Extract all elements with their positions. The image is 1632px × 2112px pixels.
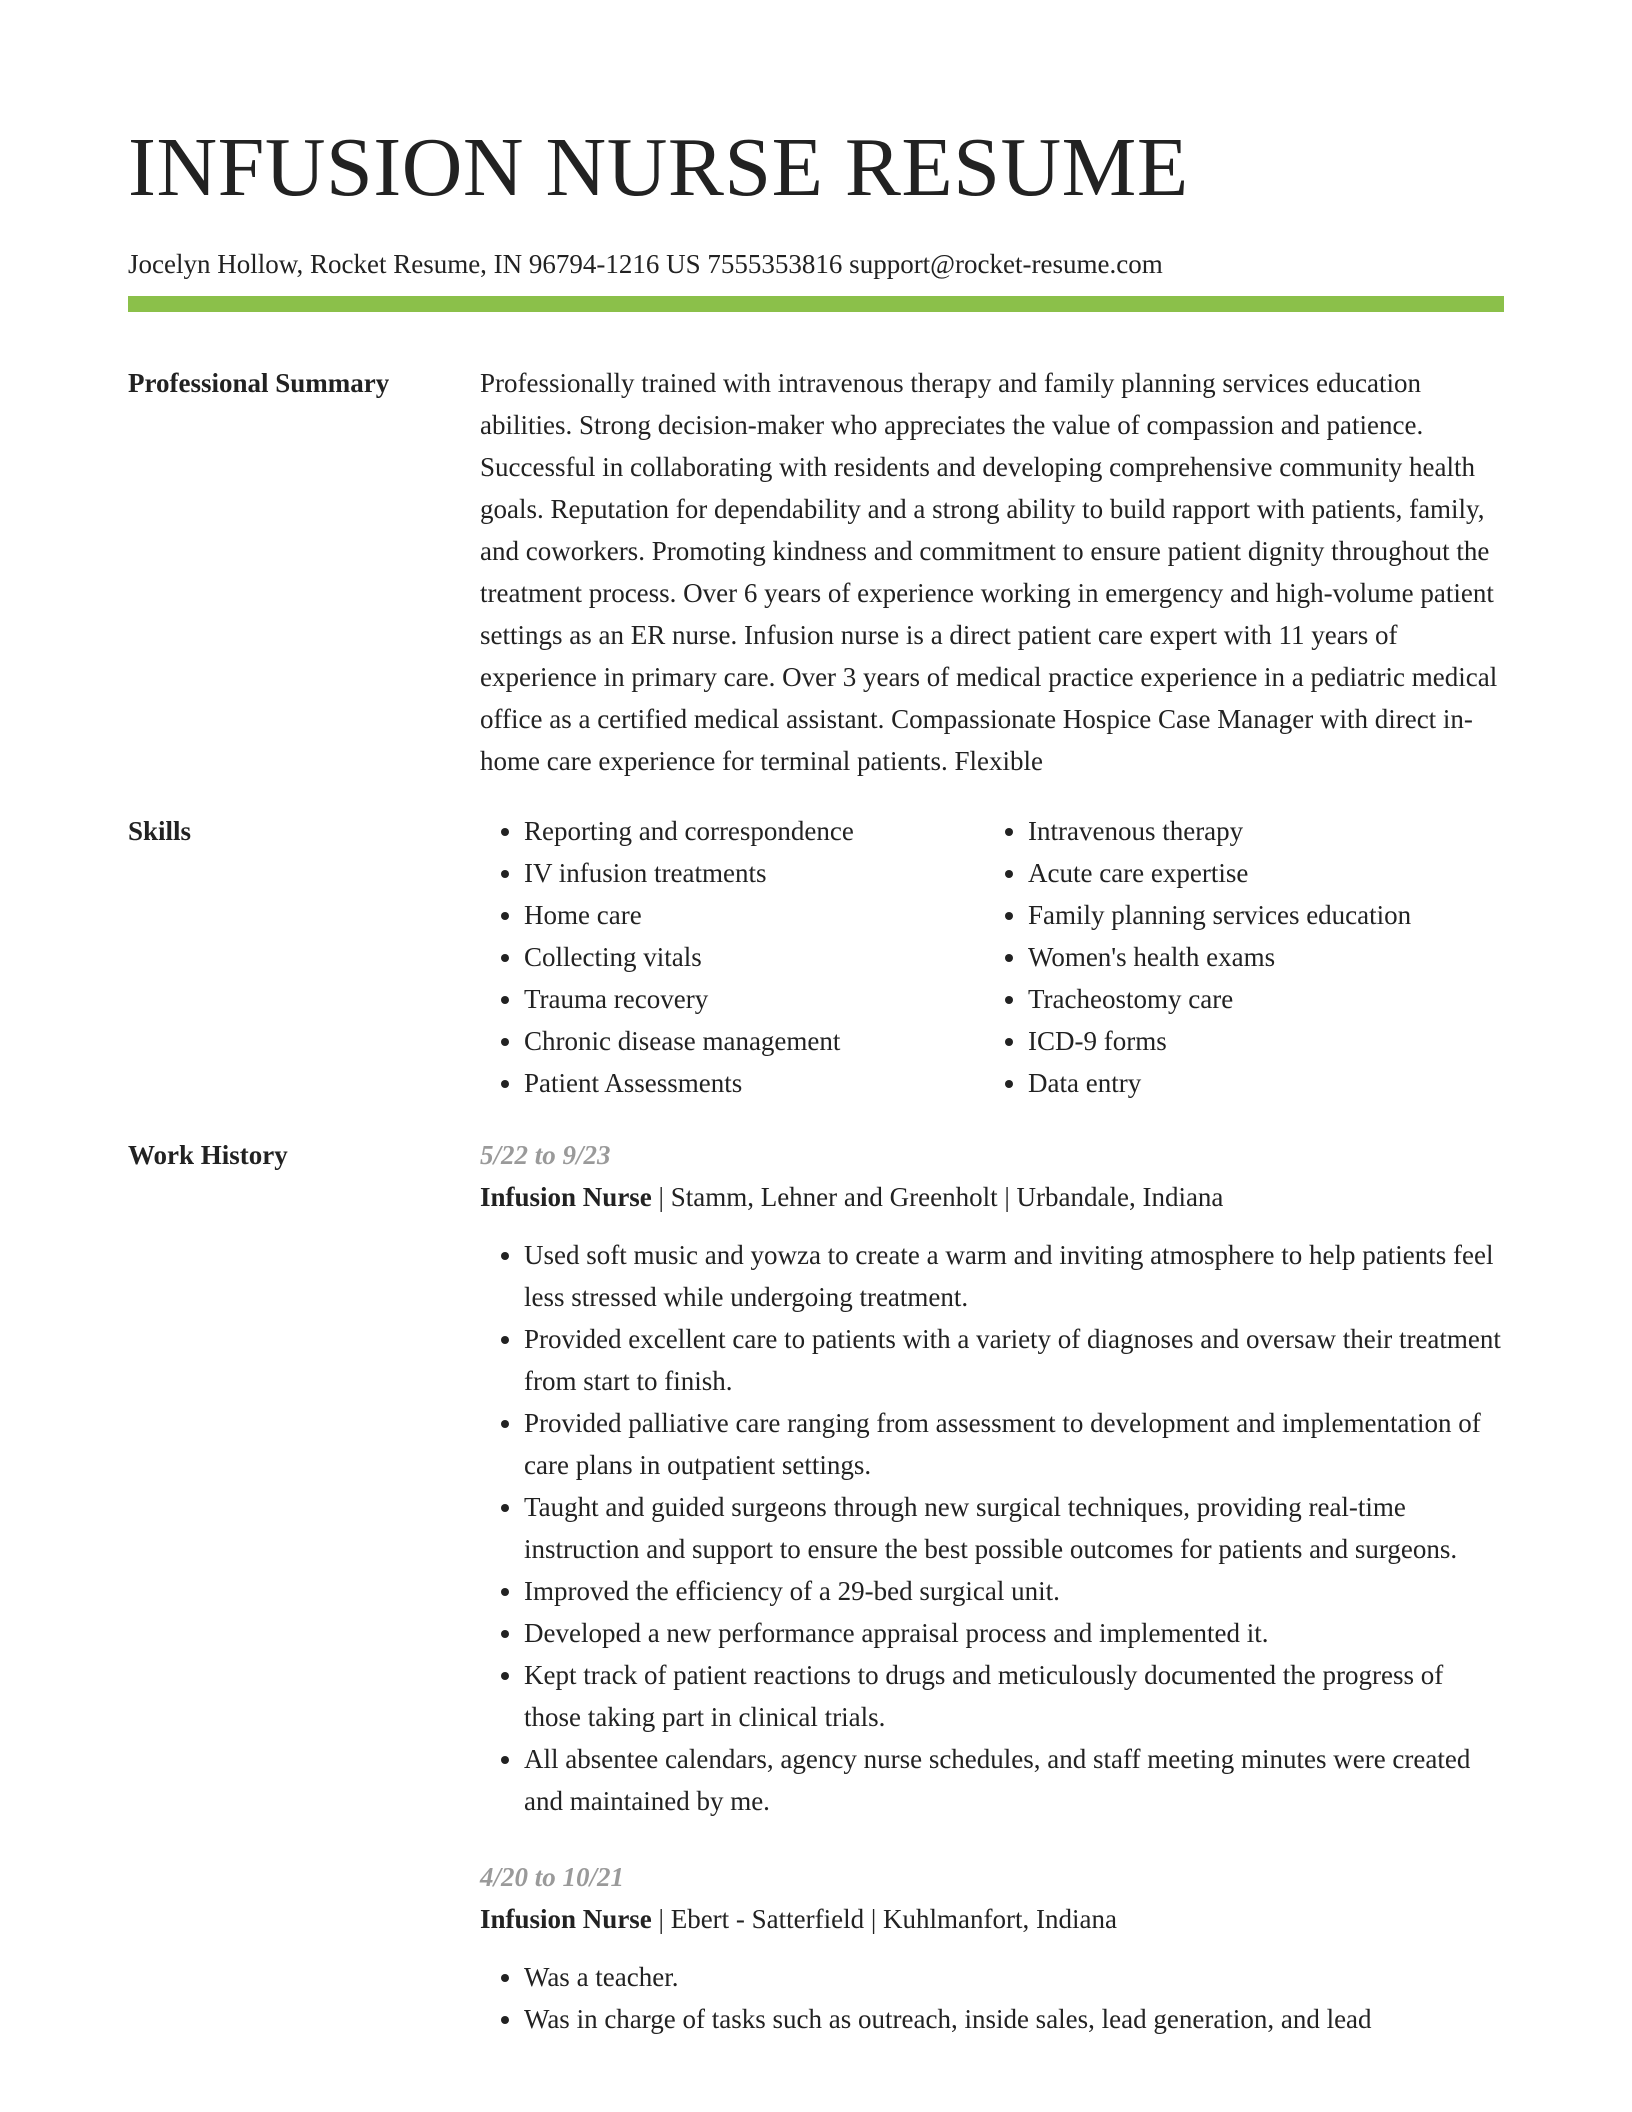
job-employer-location: | Ebert - Satterfield | Kuhlmanfort, Indiana [651,1904,1117,1934]
job-bullet: • Developed a new performance appraisal process and implemented it. [524,1612,1504,1654]
skill-item: • Collecting vitals [524,936,984,978]
job-heading [480,1898,1504,1940]
skill-item: • Family planning services education [1028,894,1488,936]
job-bullet: • Taught and guided surgeons through new surgical techniques, providing real-time instruction and support to ensure the best possible outcomes for patients and surgeons. [524,1486,1504,1570]
skills-grid [480,810,1504,1104]
skill-item: • Data entry [1028,1062,1488,1104]
job-title: Infusion Nurse [480,1904,652,1934]
contact-line: Jocelyn Hollow, Rocket Resume, IN 96794-1216 US 7555353816 support@rocket-resume.com [128,249,1163,279]
job-title: Infusion Nurse [480,1182,652,1212]
job-bullet: • Was in charge of tasks such as outreach, inside sales, lead generation, and lead [524,1998,1504,2040]
skills-column-left [480,810,984,1104]
job-entry [480,1856,1504,2040]
job-bullet: • Provided palliative care ranging from assessment to development and implementation of care plans in outpatient settings. [524,1402,1504,1486]
skill-item: • Tracheostomy care [1028,978,1488,1020]
section-heading: Work History [128,1140,288,1170]
job-bullets [480,1234,1504,1822]
job-bullet: • Used soft music and yowza to create a warm and inviting atmosphere to help patients feel less stressed while undergoing treatment. [524,1234,1504,1318]
job-list [480,1134,1504,2074]
professional-summary-section [128,362,1504,782]
skill-item: • Home care [524,894,984,936]
work-history-section [128,1134,1504,2074]
header-divider [128,296,1504,312]
job-bullet: • Kept track of patient reactions to drugs and meticulously documented the progress of those taking part in clinical trials. [524,1654,1504,1738]
job-dates: 5/22 to 9/23 [480,1140,611,1170]
job-bullets [480,1956,1504,2040]
section-heading: Skills [128,816,192,846]
skill-item: • Patient Assessments [524,1062,984,1104]
job-heading [480,1176,1504,1218]
skill-item: • ICD-9 forms [1028,1020,1488,1062]
job-employer-location: | Stamm, Lehner and Greenholt | Urbandale, Indiana [651,1182,1224,1212]
job-bullet: • Improved the efficiency of a 29-bed surgical unit. [524,1570,1504,1612]
job-bullet: • Was a teacher. [524,1956,1504,1998]
job-bullet: • Provided excellent care to patients with a variety of diagnoses and oversaw their treatment from start to finish. [524,1318,1504,1402]
skill-item: • Intravenous therapy [1028,810,1488,852]
resume-title: INFUSION NURSE RESUME [128,121,1189,214]
job-dates: 4/20 to 10/21 [480,1862,625,1892]
resume-page [128,0,1504,2074]
summary-text: Professionally trained with intravenous therapy and family planning services education abilities. Strong decision-maker who appreciates the value of compassion and patience. Successful in collaborating with residents and developing comprehensive community health goals. Reputation for dependability and a strong ability to build rapport with patients, family, and coworkers. Promoting kindness and commitment to ensure patient dignity throughout the treatment process. Over 6 years of experience working in emergency and high-volume patient settings as an ER nurse. Infusion nurse is a direct patient care expert with 11 years of experience in primary care. Over 3 years of medical practice experience in a pediatric medical office as a certified medical assistant. Compassionate Hospice Case Manager with direct in-home care experience for terminal patients. Flexible [480,368,1498,776]
job-bullet: • All absentee calendars, agency nurse schedules, and staff meeting minutes were created and maintained by me. [524,1738,1504,1822]
skill-item: • Chronic disease management [524,1020,984,1062]
skill-item: • IV infusion treatments [524,852,984,894]
job-entry [480,1134,1504,1822]
skill-item: • Acute care expertise [1028,852,1488,894]
section-heading: Professional Summary [128,368,390,398]
skill-item: • Reporting and correspondence [524,810,984,852]
skills-column-right [984,810,1488,1104]
skill-item: • Trauma recovery [524,978,984,1020]
skills-section [128,810,1504,1104]
skill-item: • Women's health exams [1028,936,1488,978]
